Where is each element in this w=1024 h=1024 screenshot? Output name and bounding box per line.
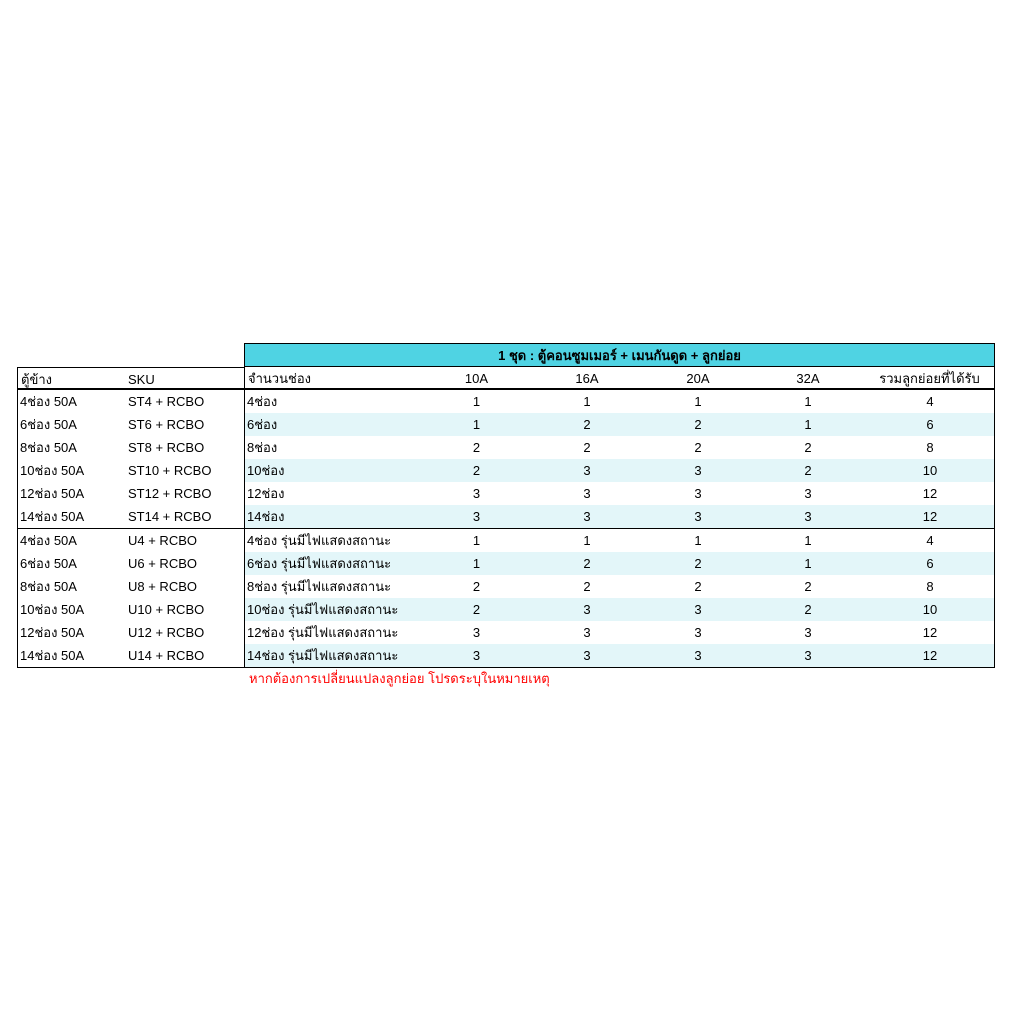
cell-a20: 2	[694, 579, 702, 594]
cell-slots: 6ช่อง รุ่นมีไฟแสดงสถานะ	[247, 556, 392, 571]
header-top-border	[17, 367, 244, 368]
frame-right-header-line	[994, 367, 995, 389]
table-row	[17, 552, 995, 575]
table-row	[17, 529, 995, 552]
cell-a20: 3	[694, 602, 702, 617]
cell-a10: 2	[472, 579, 481, 594]
cell-a16: 3	[583, 625, 591, 640]
header-row	[17, 367, 995, 390]
header-cabinet: ตู้ข้าง	[17, 367, 125, 390]
cell-sku: U4 + RCBO	[128, 533, 197, 548]
cell-slots: 8ช่อง รุ่นมีไฟแสดงสถานะ	[247, 579, 392, 594]
cell-a10: 3	[472, 486, 481, 501]
cell-a16: 2	[583, 556, 591, 571]
cell-a10: 2	[472, 463, 481, 478]
cell-a32: 1	[804, 556, 812, 571]
cell-slots: 4ช่อง รุ่นมีไฟแสดงสถานะ	[247, 533, 392, 548]
table-row	[17, 505, 995, 528]
cell-a10: 2	[472, 602, 481, 617]
header-10a: 10A	[464, 371, 489, 386]
cell-sku: U12 + RCBO	[128, 625, 205, 640]
cell-a10: 1	[472, 533, 481, 548]
cell-a32: 2	[804, 579, 812, 594]
cell-a20: 3	[694, 625, 702, 640]
cell-a10: 3	[472, 509, 481, 524]
cell-a32: 2	[804, 440, 812, 455]
cell-a32: 3	[804, 486, 812, 501]
cell-total: 12	[922, 625, 938, 640]
cell-a16: 3	[583, 602, 591, 617]
cell-slots: 4ช่อง	[247, 394, 278, 409]
cell-total: 6	[926, 417, 934, 432]
table-row	[17, 621, 995, 644]
table-row	[17, 575, 995, 598]
table-row	[17, 390, 995, 413]
cell-a16: 3	[583, 509, 591, 524]
cell-sku: U10 + RCBO	[128, 602, 205, 617]
cell-a32: 3	[804, 625, 812, 640]
cell-slots: 10ช่อง	[247, 463, 285, 478]
cell-cabinet: 10ช่อง 50A	[20, 602, 85, 617]
cell-sku: ST8 + RCBO	[128, 440, 205, 455]
cell-a16: 3	[583, 486, 591, 501]
cell-total: 4	[926, 394, 934, 409]
cell-a16: 1	[583, 394, 591, 409]
cell-sku: U8 + RCBO	[128, 579, 197, 594]
header-20a: 20A	[686, 371, 710, 386]
cell-a20: 3	[694, 486, 702, 501]
cell-cabinet: 6ช่อง 50A	[20, 556, 77, 571]
cell-cabinet: 14ช่อง 50A	[20, 509, 85, 524]
frame-left-header-line	[17, 367, 18, 389]
frame-mid-line	[244, 390, 245, 668]
frame-right-line	[994, 390, 995, 668]
cell-a10: 2	[472, 440, 481, 455]
banner-row	[17, 343, 995, 367]
cell-a16: 1	[583, 533, 591, 548]
cell-a20: 3	[694, 509, 702, 524]
table-banner-title: 1 ชุด : ตู้คอนซูมเมอร์ + เมนกันดูด + ลูกย่อย	[244, 343, 995, 367]
cell-cabinet: 12ช่อง 50A	[20, 625, 85, 640]
cell-a32: 1	[804, 394, 812, 409]
cell-slots: 12ช่อง รุ่นมีไฟแสดงสถานะ	[247, 625, 399, 640]
cell-total: 6	[926, 556, 934, 571]
cell-a32: 1	[804, 417, 812, 432]
header-slots: จำนวนช่อง	[244, 367, 424, 390]
cell-a20: 3	[694, 463, 702, 478]
table-body	[17, 390, 995, 668]
table-row	[17, 459, 995, 482]
frame-mid-header-line	[244, 367, 245, 389]
table-row	[17, 413, 995, 436]
cell-a32: 3	[804, 648, 812, 663]
header-16a: 16A	[575, 371, 599, 386]
cell-slots: 14ช่อง	[247, 509, 285, 524]
cell-a20: 2	[694, 417, 702, 432]
change-note: หากต้องการเปลี่ยนแปลงลูกย่อย โปรดระบุในหมายเหตุ	[249, 671, 550, 686]
table-row	[17, 436, 995, 459]
cell-a10: 1	[472, 417, 481, 432]
cell-sku: ST10 + RCBO	[128, 463, 212, 478]
cell-a20: 2	[694, 556, 702, 571]
cell-a20: 1	[694, 394, 702, 409]
note-row	[17, 668, 995, 690]
cell-a20: 1	[694, 533, 702, 548]
cell-slots: 8ช่อง	[247, 440, 278, 455]
cell-a32: 3	[804, 509, 812, 524]
cell-sku: ST14 + RCBO	[128, 509, 212, 524]
cell-cabinet: 14ช่อง 50A	[20, 648, 85, 663]
cell-a16: 3	[583, 648, 591, 663]
cell-a16: 2	[583, 579, 591, 594]
cell-cabinet: 8ช่อง 50A	[20, 579, 77, 594]
cell-a32: 1	[804, 533, 812, 548]
table-row	[17, 598, 995, 621]
header-total: รวมลูกย่อยที่ได้รับ	[865, 367, 995, 390]
cell-total: 8	[926, 579, 934, 594]
cell-total: 12	[922, 486, 938, 501]
cell-total: 4	[926, 533, 934, 548]
cell-slots: 12ช่อง	[247, 486, 285, 501]
cell-a32: 2	[804, 463, 812, 478]
cell-sku: ST4 + RCBO	[128, 394, 205, 409]
cell-a20: 2	[694, 440, 702, 455]
consumer-unit-table	[17, 343, 995, 690]
cell-cabinet: 4ช่อง 50A	[20, 394, 77, 409]
header-sku: SKU	[125, 367, 244, 390]
cell-slots: 14ช่อง รุ่นมีไฟแสดงสถานะ	[247, 648, 399, 663]
cell-a10: 3	[472, 648, 481, 663]
cell-a16: 2	[583, 440, 591, 455]
cell-cabinet: 4ช่อง 50A	[20, 533, 77, 548]
cell-total: 12	[922, 509, 938, 524]
cell-cabinet: 12ช่อง 50A	[20, 486, 85, 501]
cell-cabinet: 8ช่อง 50A	[20, 440, 77, 455]
cell-a10: 1	[472, 394, 481, 409]
cell-a32: 2	[804, 602, 812, 617]
table-row	[17, 482, 995, 505]
cell-cabinet: 10ช่อง 50A	[20, 463, 85, 478]
cell-total: 10	[922, 602, 938, 617]
cell-sku: ST12 + RCBO	[128, 486, 212, 501]
header-32a: 32A	[796, 371, 820, 386]
cell-total: 12	[922, 648, 938, 663]
cell-total: 10	[922, 463, 938, 478]
table-row	[17, 644, 995, 667]
cell-a10: 1	[472, 556, 481, 571]
cell-sku: ST6 + RCBO	[128, 417, 205, 432]
cell-a20: 3	[694, 648, 702, 663]
cell-cabinet: 6ช่อง 50A	[20, 417, 77, 432]
cell-slots: 6ช่อง	[247, 417, 278, 432]
cell-a10: 3	[472, 625, 481, 640]
frame-left-line	[17, 390, 18, 668]
cell-a16: 3	[583, 463, 591, 478]
cell-sku: U14 + RCBO	[128, 648, 205, 663]
cell-a16: 2	[583, 417, 591, 432]
cell-total: 8	[926, 440, 934, 455]
cell-slots: 10ช่อง รุ่นมีไฟแสดงสถานะ	[247, 602, 399, 617]
cell-sku: U6 + RCBO	[128, 556, 197, 571]
header-underline	[17, 388, 995, 389]
